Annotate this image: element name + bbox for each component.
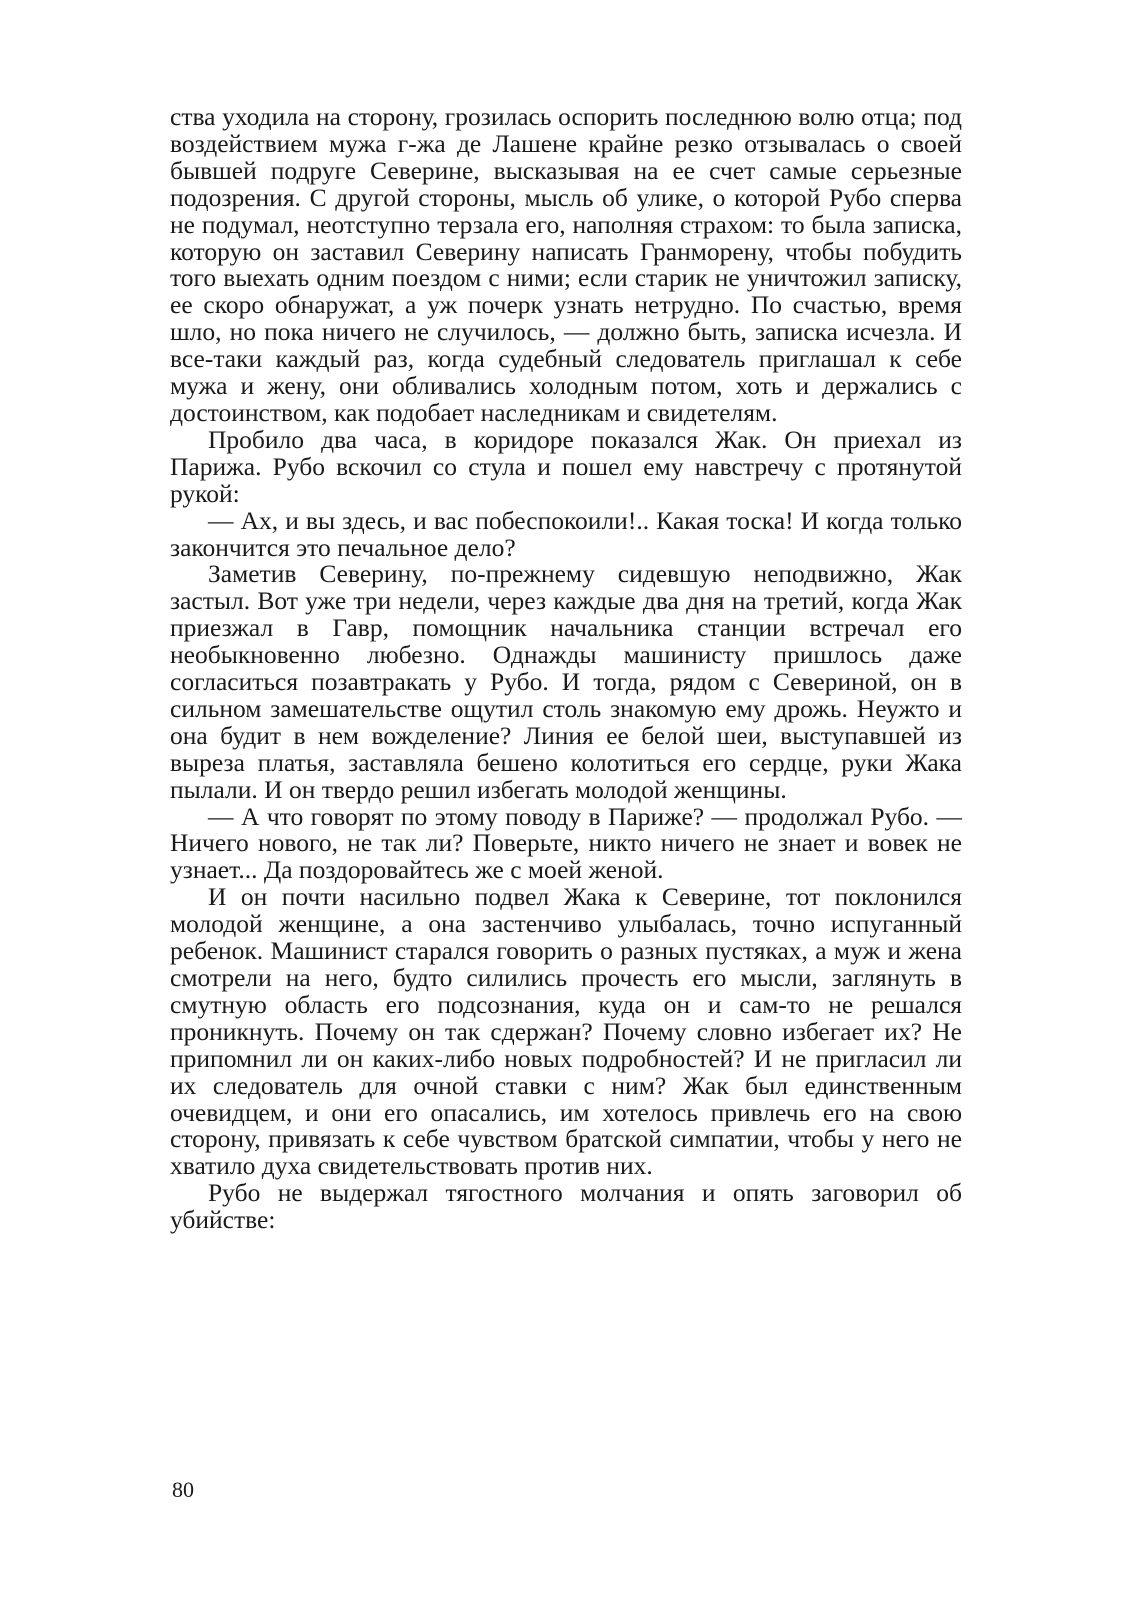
paragraph: Заметив Северину, по-прежнему сидевшую неподвижно, Жак застыл. Вот уже три недели, через каждые два дня на третий, когда Жак приезжал в Гавр, помощник начальника станции встречал его необыкновенно любезно. Однажды машинисту пришлось даже согласиться позавтракать у Рубо. И тогда, рядом с Севериной, он в сильном замешательстве ощутил столь знакомую ему дрожь. Неужто и она будит в нем вожделение? Линия ее белой шеи, выступавшей из выреза платья, заставляла бешено колотиться его сердце, руки Жака пылали. И он твердо решил избегать молодой женщины. bbox=[170, 559, 962, 804]
paragraph: И он почти насильно подвел Жака к Северине, тот поклонился молодой женщине, а она застенчиво улыбалась, точно испуганный ребенок. Машинист старался говорить о разных пустяках, а муж и жена смотрели на него, будто силились прочесть его мысли, заглянуть в смутную область его подсознания, куда он и сам-то не решался проникнуть. Почему он так сдержан? Почему словно избегает их? Не припомнил ли он каких-либо новых подробностей? И не пригласил ли их следователь для очной ставки с ним? Жак был единственным очевидцем, и они его опасались, им хотелось привлечь его на свою сторону, привязать к себе чувством братской симпатии, чтобы у него не хватило духа свидетельствовать против них. bbox=[170, 882, 962, 1181]
body-text bbox=[170, 104, 962, 1234]
paragraph-dialogue: — Ах, и вы здесь, и вас побеспокоили!.. Какая тоска! И когда только закончится это печальное дело? bbox=[170, 505, 962, 562]
paragraph-continued: ства уходила на сторону, грозилась оспорить последнюю волю отца; под воздействием мужа г-жа де Лашене крайне резко отзывалась о своей бывшей подруге Северине, высказывая на ее счет самые серьезные подозрения. С другой стороны, мысль об улике, о которой Рубо сперва не подумал, неотступно терзала его, наполняя страхом: то была записка, которую он заставил Северину написать Гранморену, чтобы побудить того выехать одним поездом с ними; если старик не уничтожил записку, ее скоро обнаружат, а уж почерк узнать нетрудно. По счастью, время шло, но пока ничего не случилось, — должно быть, записка исчезла. И все-таки каждый раз, когда судебный следователь приглашал к себе мужа и жену, они обливались холодным потом, хоть и держались с достоинством, как подобает наследникам и свидетелям. bbox=[170, 102, 962, 427]
paragraph: Рубо не выдержал тягостного молчания и опять заговорил об убийстве: bbox=[170, 1178, 962, 1235]
paragraph: Пробило два часа, в коридоре показался Жак. Он приехал из Парижа. Рубо вскочил со стула и пошел ему навстречу с протянутой рукой: bbox=[170, 424, 962, 508]
page-number: 80 bbox=[172, 1477, 194, 1502]
paragraph-dialogue: — А что говорят по этому поводу в Париже? — продолжал Рубо. — Ничего нового, не так ли? Поверьте, никто ничего не знает и вовек не узнает... Да поздоровайтесь же с моей женой. bbox=[170, 801, 962, 885]
